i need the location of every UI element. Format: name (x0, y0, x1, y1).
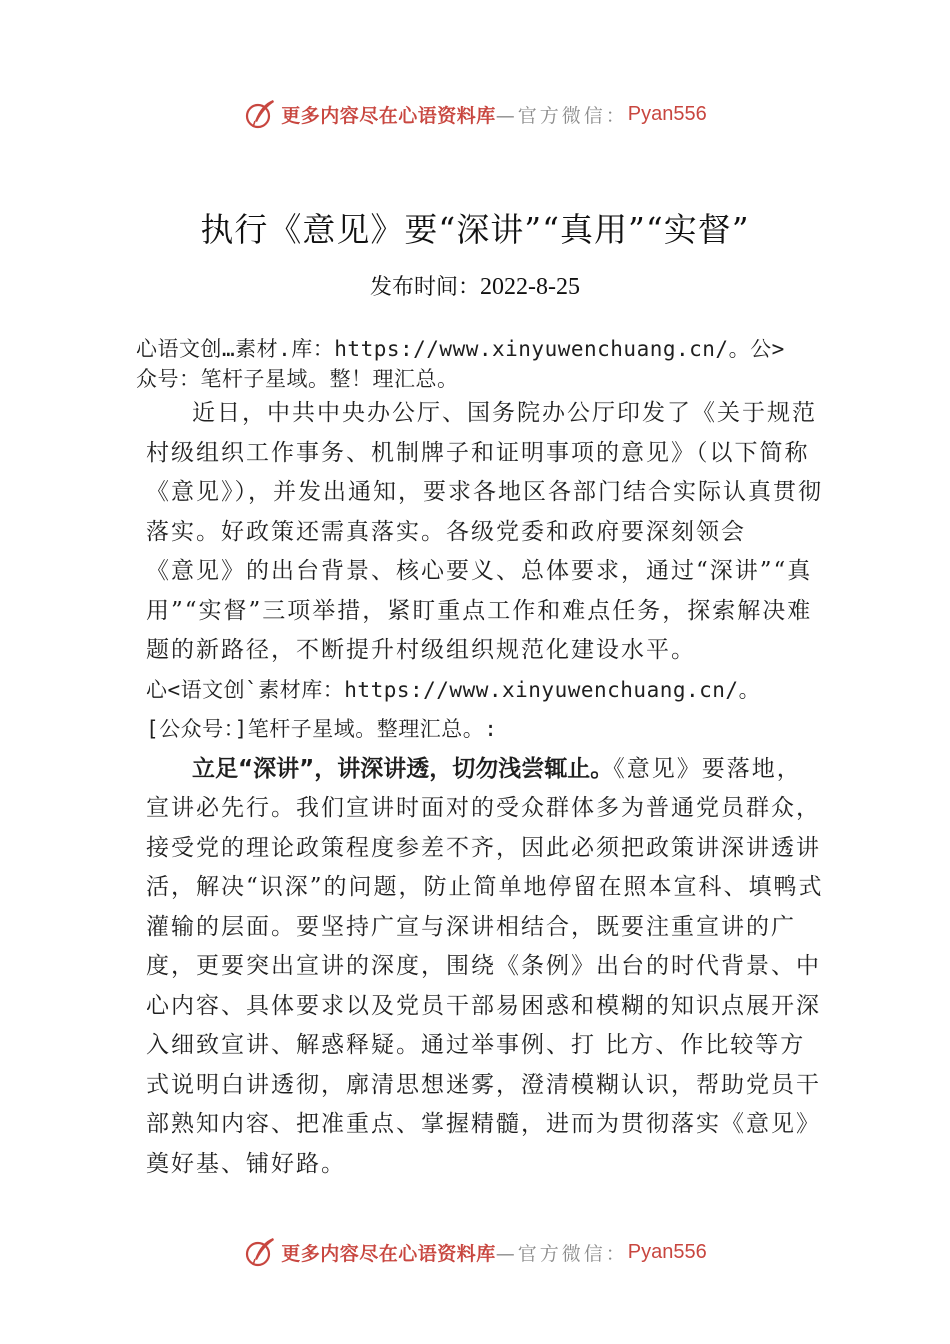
footer-banner (0, 1232, 950, 1272)
publish-date-label: 发布时间： (370, 275, 481, 300)
paragraph-deep-lecture (136, 750, 826, 1185)
header-banner (0, 94, 950, 134)
banner-wechat-id: Pyan556 (627, 1240, 707, 1263)
quill-pen-logo-icon (243, 97, 277, 131)
banner-wechat-id: Pyan556 (627, 102, 707, 125)
banner-gray-text: —官方微信： (495, 1242, 628, 1265)
watermark-line: 众号：笔杆子星域。整！理汇总。 (136, 367, 459, 391)
publish-date (0, 270, 950, 301)
paragraph-intro: 近日，中共中央办公厅、国务院办公厅印发了《关于规范村级组织工作事务、机制牌子和证明事项的意见》（以下简称《意见》），并发出通知，要求各地区各部门结合实际认真贯彻落实。好政策还需真落实。各级党委和政府要深刻领会 (146, 400, 823, 545)
document-title: 执行《意见》要“深讲”“真用”“实督” (200, 210, 750, 249)
banner-gray-text: —官方微信： (495, 104, 628, 127)
publish-date-value: 2022-8-25 (480, 274, 580, 300)
document-body (136, 334, 826, 1184)
paragraph-body: 《意见》要落地，宣讲必先行。我们宣讲时面对的受众群体多为普通党员群众，接受党的理论政策程度参差不齐，因此必须把政策讲深讲透讲活，解决“识深”的问题，防止简单地停留在照本宣科、填鸭式灌输的层面。要坚持广宣与深讲相结合，既要注重宣讲的广度，更要突出宣讲的深度，围绕《条例》出台的时代背景、中心内容、具体要求以及党员干部易困惑和模糊的知识点展开深入细致宣讲、解惑释疑。通过举事例、打 比方、作比较等方式说明白讲透彻，廓清思想迷雾，澄清模糊认识，帮助党员干部熟知内容、把准重点、掌握精髓，进而为贯彻落实《意见》奠好基、铺好路。 (146, 755, 824, 1177)
watermark-line: [公众号：]笔杆子星域。整理汇总。: (146, 717, 498, 741)
paragraph-heading: 立足“深讲”，讲深讲透，切勿浅尝辄止。 (192, 755, 614, 782)
watermark-line: 心语文创…素材.库：https://www.xinyuwenchuang.cn/。公> (136, 337, 785, 361)
paragraph-intro-continued: 《意见》的出台背景、核心要义、总体要求，通过“深讲”“真用”“实督”三项举措，紧盯重点工作和难点任务，探索解决难题的新路径，不断提升村级组织规范化建设水平。 (146, 558, 813, 663)
banner-red-text: 更多内容尽在心语资料库 (281, 1242, 496, 1265)
watermark-line: 心<语文创`素材库：https://www.xinyuwenchuang.cn/。 (146, 677, 761, 702)
quill-pen-logo-icon (243, 1235, 277, 1269)
banner-red-text: 更多内容尽在心语资料库 (281, 104, 496, 127)
